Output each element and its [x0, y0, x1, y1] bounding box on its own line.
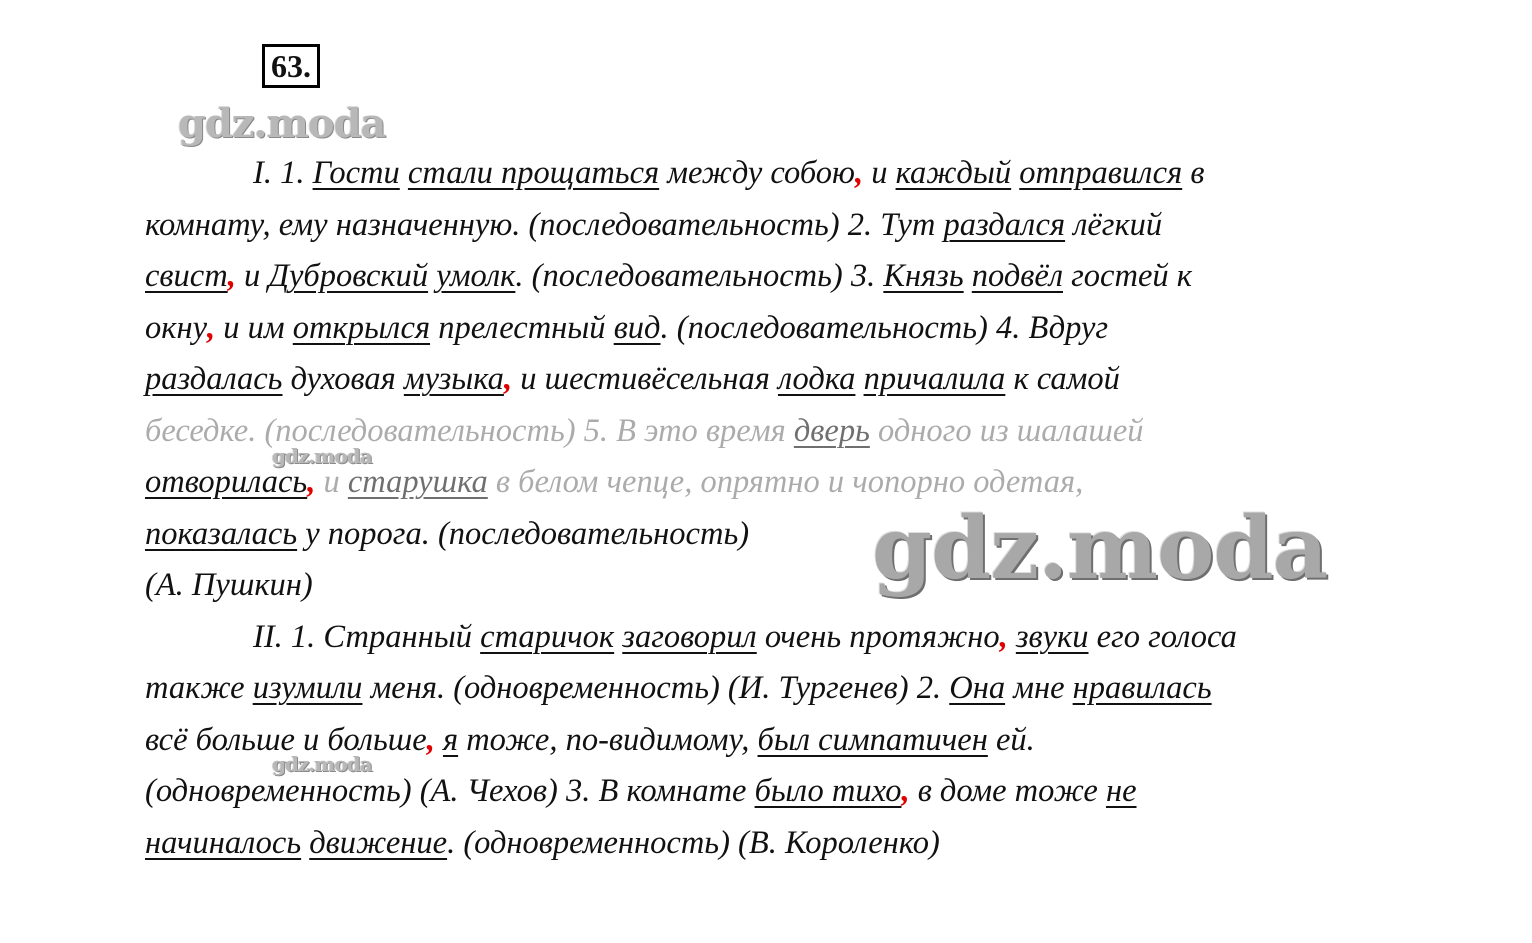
text-segment: окну — [145, 309, 208, 346]
text-segment: также — [145, 670, 253, 706]
text-line — [145, 251, 1445, 303]
text-segment: всё больше и больше — [145, 721, 427, 758]
text-segment: между собою — [659, 155, 855, 191]
underlined-word: старушка — [347, 464, 488, 500]
underlined-word: вид — [613, 309, 661, 346]
text-line — [145, 663, 1445, 715]
underlined-word: старичок — [480, 618, 615, 655]
text-line — [145, 200, 1445, 252]
comma-mark: , — [503, 361, 513, 397]
text-segment: I. 1. — [253, 155, 313, 191]
text-line — [145, 612, 1445, 664]
underlined-word: звуки — [1015, 618, 1089, 655]
text-segment: духовая — [282, 361, 404, 397]
underlined-word: я — [442, 721, 459, 758]
underlined-word: Она — [949, 670, 1006, 706]
text-segment: и шестивёсельная — [512, 361, 778, 397]
underlined-word: Князь — [883, 258, 964, 294]
underlined-word: было тихо — [754, 773, 902, 809]
text-segment: мне — [1005, 670, 1073, 706]
text-segment: беседке. (последовательность) 5. В это время — [145, 412, 794, 449]
comma-mark: , — [854, 155, 864, 191]
underlined-word: каждый — [895, 155, 1012, 191]
underlined-word: стали прощаться — [407, 155, 660, 191]
text-segment: ей. — [987, 721, 1035, 758]
underlined-word: раздался — [943, 206, 1066, 243]
underlined-word: Гости — [312, 155, 400, 191]
text-segment: комнату, ему назначенную. (последовательность) 2. Тут — [145, 206, 944, 243]
text-segment — [400, 155, 408, 191]
underlined-word: музыка — [403, 361, 504, 397]
underlined-word: открылся — [292, 309, 431, 346]
underlined-word: Дубровский — [268, 258, 429, 294]
underlined-word: раздалась — [145, 361, 283, 397]
underlined-word: отворилась — [145, 464, 308, 500]
comma-mark: , — [307, 464, 316, 500]
watermark: gdz.moda — [272, 444, 372, 468]
underlined-word: лодка — [777, 361, 856, 397]
text-segment: (одновременность) (А. Чехов) 3. В комнате — [145, 773, 755, 809]
comma-mark: , — [426, 721, 435, 758]
text-segment — [428, 258, 436, 294]
text-line — [145, 148, 1445, 200]
text-segment: одного из шалашей — [869, 412, 1144, 449]
underlined-word: отправился — [1019, 155, 1183, 191]
text-segment: меня. (одновременность) (И. Тургенев) 2. — [362, 670, 950, 706]
text-segment: в доме тоже — [909, 773, 1106, 809]
text-segment: (А. Пушкин) — [145, 567, 313, 603]
text-segment: гостей к — [1063, 258, 1192, 294]
text-segment: у порога. (последовательность) — [297, 515, 750, 552]
text-line — [145, 818, 1445, 870]
watermark: gdz.moda — [178, 100, 386, 147]
text-segment: очень протяжно — [756, 618, 1000, 655]
text-segment: лёгкий — [1065, 206, 1163, 243]
text-segment — [964, 258, 972, 294]
text-line — [145, 406, 1445, 458]
text-segment: тоже, по-видимому, — [458, 721, 758, 758]
exercise-number: 63. — [262, 44, 320, 88]
underlined-word: причалила — [863, 361, 1006, 397]
comma-mark: , — [901, 773, 910, 809]
text-line — [145, 766, 1445, 818]
text-segment — [1008, 619, 1016, 655]
text-segment: в белом чепце, опрятно и чопорно одетая, — [487, 464, 1084, 500]
text-segment: и — [235, 258, 269, 294]
underlined-word: показалась — [145, 515, 298, 552]
text-segment: и — [863, 155, 896, 191]
underlined-word: был симпатичен — [757, 721, 988, 758]
text-segment — [435, 722, 443, 758]
underlined-word: умолк — [436, 258, 516, 294]
text-segment: II. 1. Странный — [253, 618, 481, 655]
watermark: gdz.moda — [272, 752, 372, 776]
comma-mark: , — [207, 309, 216, 346]
text-line — [145, 354, 1445, 406]
underlined-word: свист — [145, 258, 228, 294]
text-segment: прелестный — [430, 309, 614, 346]
text-line — [145, 715, 1445, 767]
text-segment: . (одновременность) (В. Короленко) — [447, 824, 940, 861]
watermark: gdz.moda — [872, 498, 1328, 599]
text-segment — [855, 361, 863, 397]
text-line — [145, 303, 1445, 355]
underlined-word: заговорил — [622, 618, 757, 655]
comma-mark: , — [227, 258, 236, 294]
underlined-word: изумили — [252, 670, 363, 706]
text-segment: и им — [215, 309, 293, 346]
underlined-word: начиналось — [145, 824, 302, 861]
text-segment: . (последовательность) 4. Вдруг — [660, 309, 1109, 346]
underlined-word: нравилась — [1072, 670, 1212, 706]
text-segment: в — [1182, 155, 1205, 191]
comma-mark: , — [999, 618, 1008, 655]
underlined-word: не — [1105, 773, 1137, 809]
text-segment: к самой — [1005, 361, 1120, 397]
text-segment: и — [315, 464, 348, 500]
text-segment: . (последовательность) 3. — [515, 258, 884, 294]
underlined-word: дверь — [793, 412, 870, 449]
text-segment: его голоса — [1088, 618, 1237, 655]
underlined-word: подвёл — [971, 258, 1063, 294]
underlined-word: движение — [309, 824, 448, 861]
